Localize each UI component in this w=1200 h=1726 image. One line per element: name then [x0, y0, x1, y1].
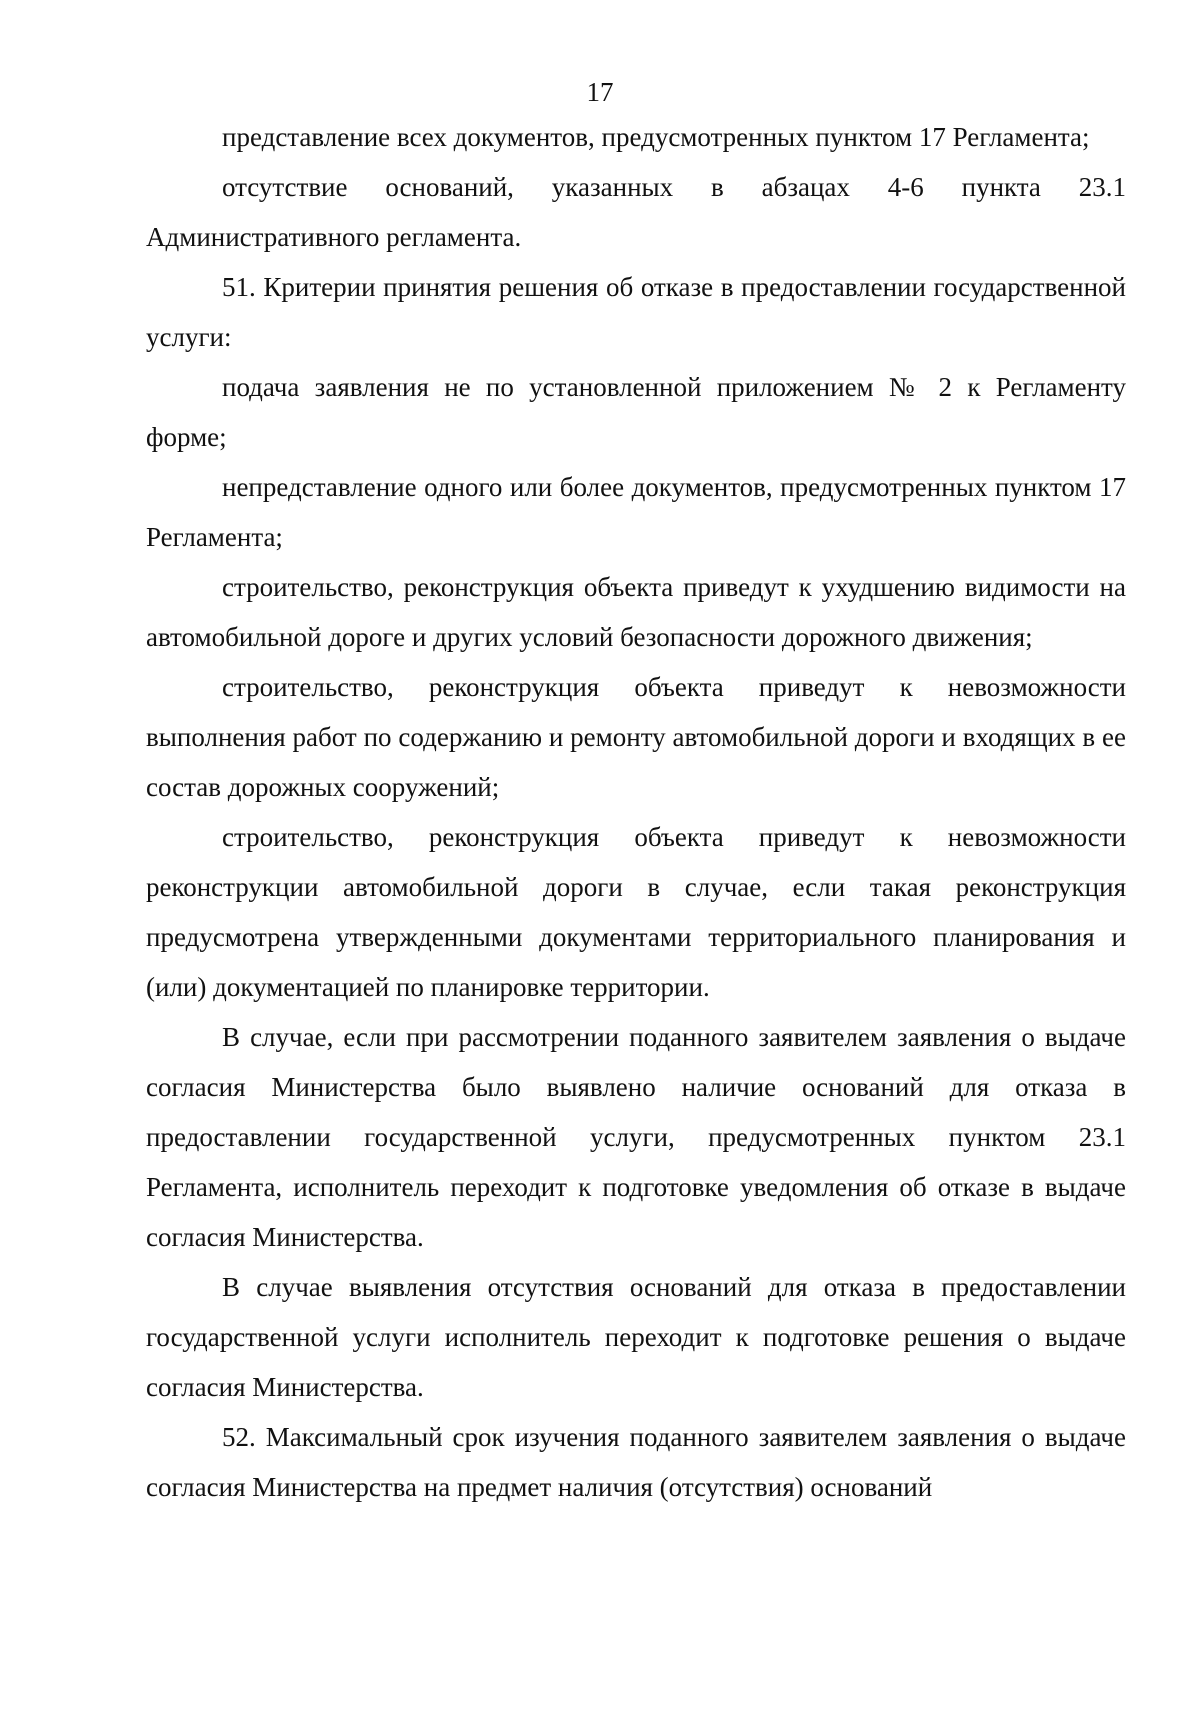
- paragraph: отсутствие оснований, указанных в абзацах 4-6 пункта 23.1 Административного регламента.: [146, 172, 1126, 252]
- paragraph: В случае, если при рассмотрении поданного заявителем заявления о выдаче согласия Министерства было выявлено наличие оснований для отказа в предоставлении государственной услуги, предусмотренных пунктом 23.1 Регламента, исполнитель переходит к подготовке уведомления об отказе в выдаче согласия Министерства.: [146, 1022, 1126, 1252]
- paragraph: подача заявления не по установленной приложением № 2 к Регламенту форме;: [146, 372, 1126, 452]
- paragraph: 51. Критерии принятия решения об отказе в предоставлении государственной услуги:: [146, 272, 1126, 352]
- paragraph: 52. Максимальный срок изучения поданного заявителем заявления о выдаче согласия Министерства на предмет наличия (отсутствия) оснований: [146, 1422, 1126, 1502]
- paragraph: строительство, реконструкция объекта приведут к ухудшению видимости на автомобильной дороге и других условий безопасности дорожного движения;: [146, 572, 1126, 652]
- paragraph: строительство, реконструкция объекта приведут к невозможности выполнения работ по содержанию и ремонту автомобильной дороги и входящих в ее состав дорожных сооружений;: [146, 672, 1126, 802]
- paragraph: непредставление одного или более документов, предусмотренных пунктом 17 Регламента;: [146, 472, 1126, 552]
- paragraph: строительство, реконструкция объекта приведут к невозможности реконструкции автомобильной дороги в случае, если такая реконструкция предусмотрена утвержденными документами территориального планирования и (или) документацией по планировке территории.: [146, 822, 1126, 1002]
- paragraph: представление всех документов, предусмотренных пунктом 17 Регламента;: [222, 122, 1090, 152]
- page-number: 17: [586, 77, 614, 107]
- paragraph: В случае выявления отсутствия оснований для отказа в предоставлении государственной услуги исполнитель переходит к подготовке решения о выдаче согласия Министерства.: [146, 1272, 1126, 1402]
- document-body: [146, 112, 1126, 1512]
